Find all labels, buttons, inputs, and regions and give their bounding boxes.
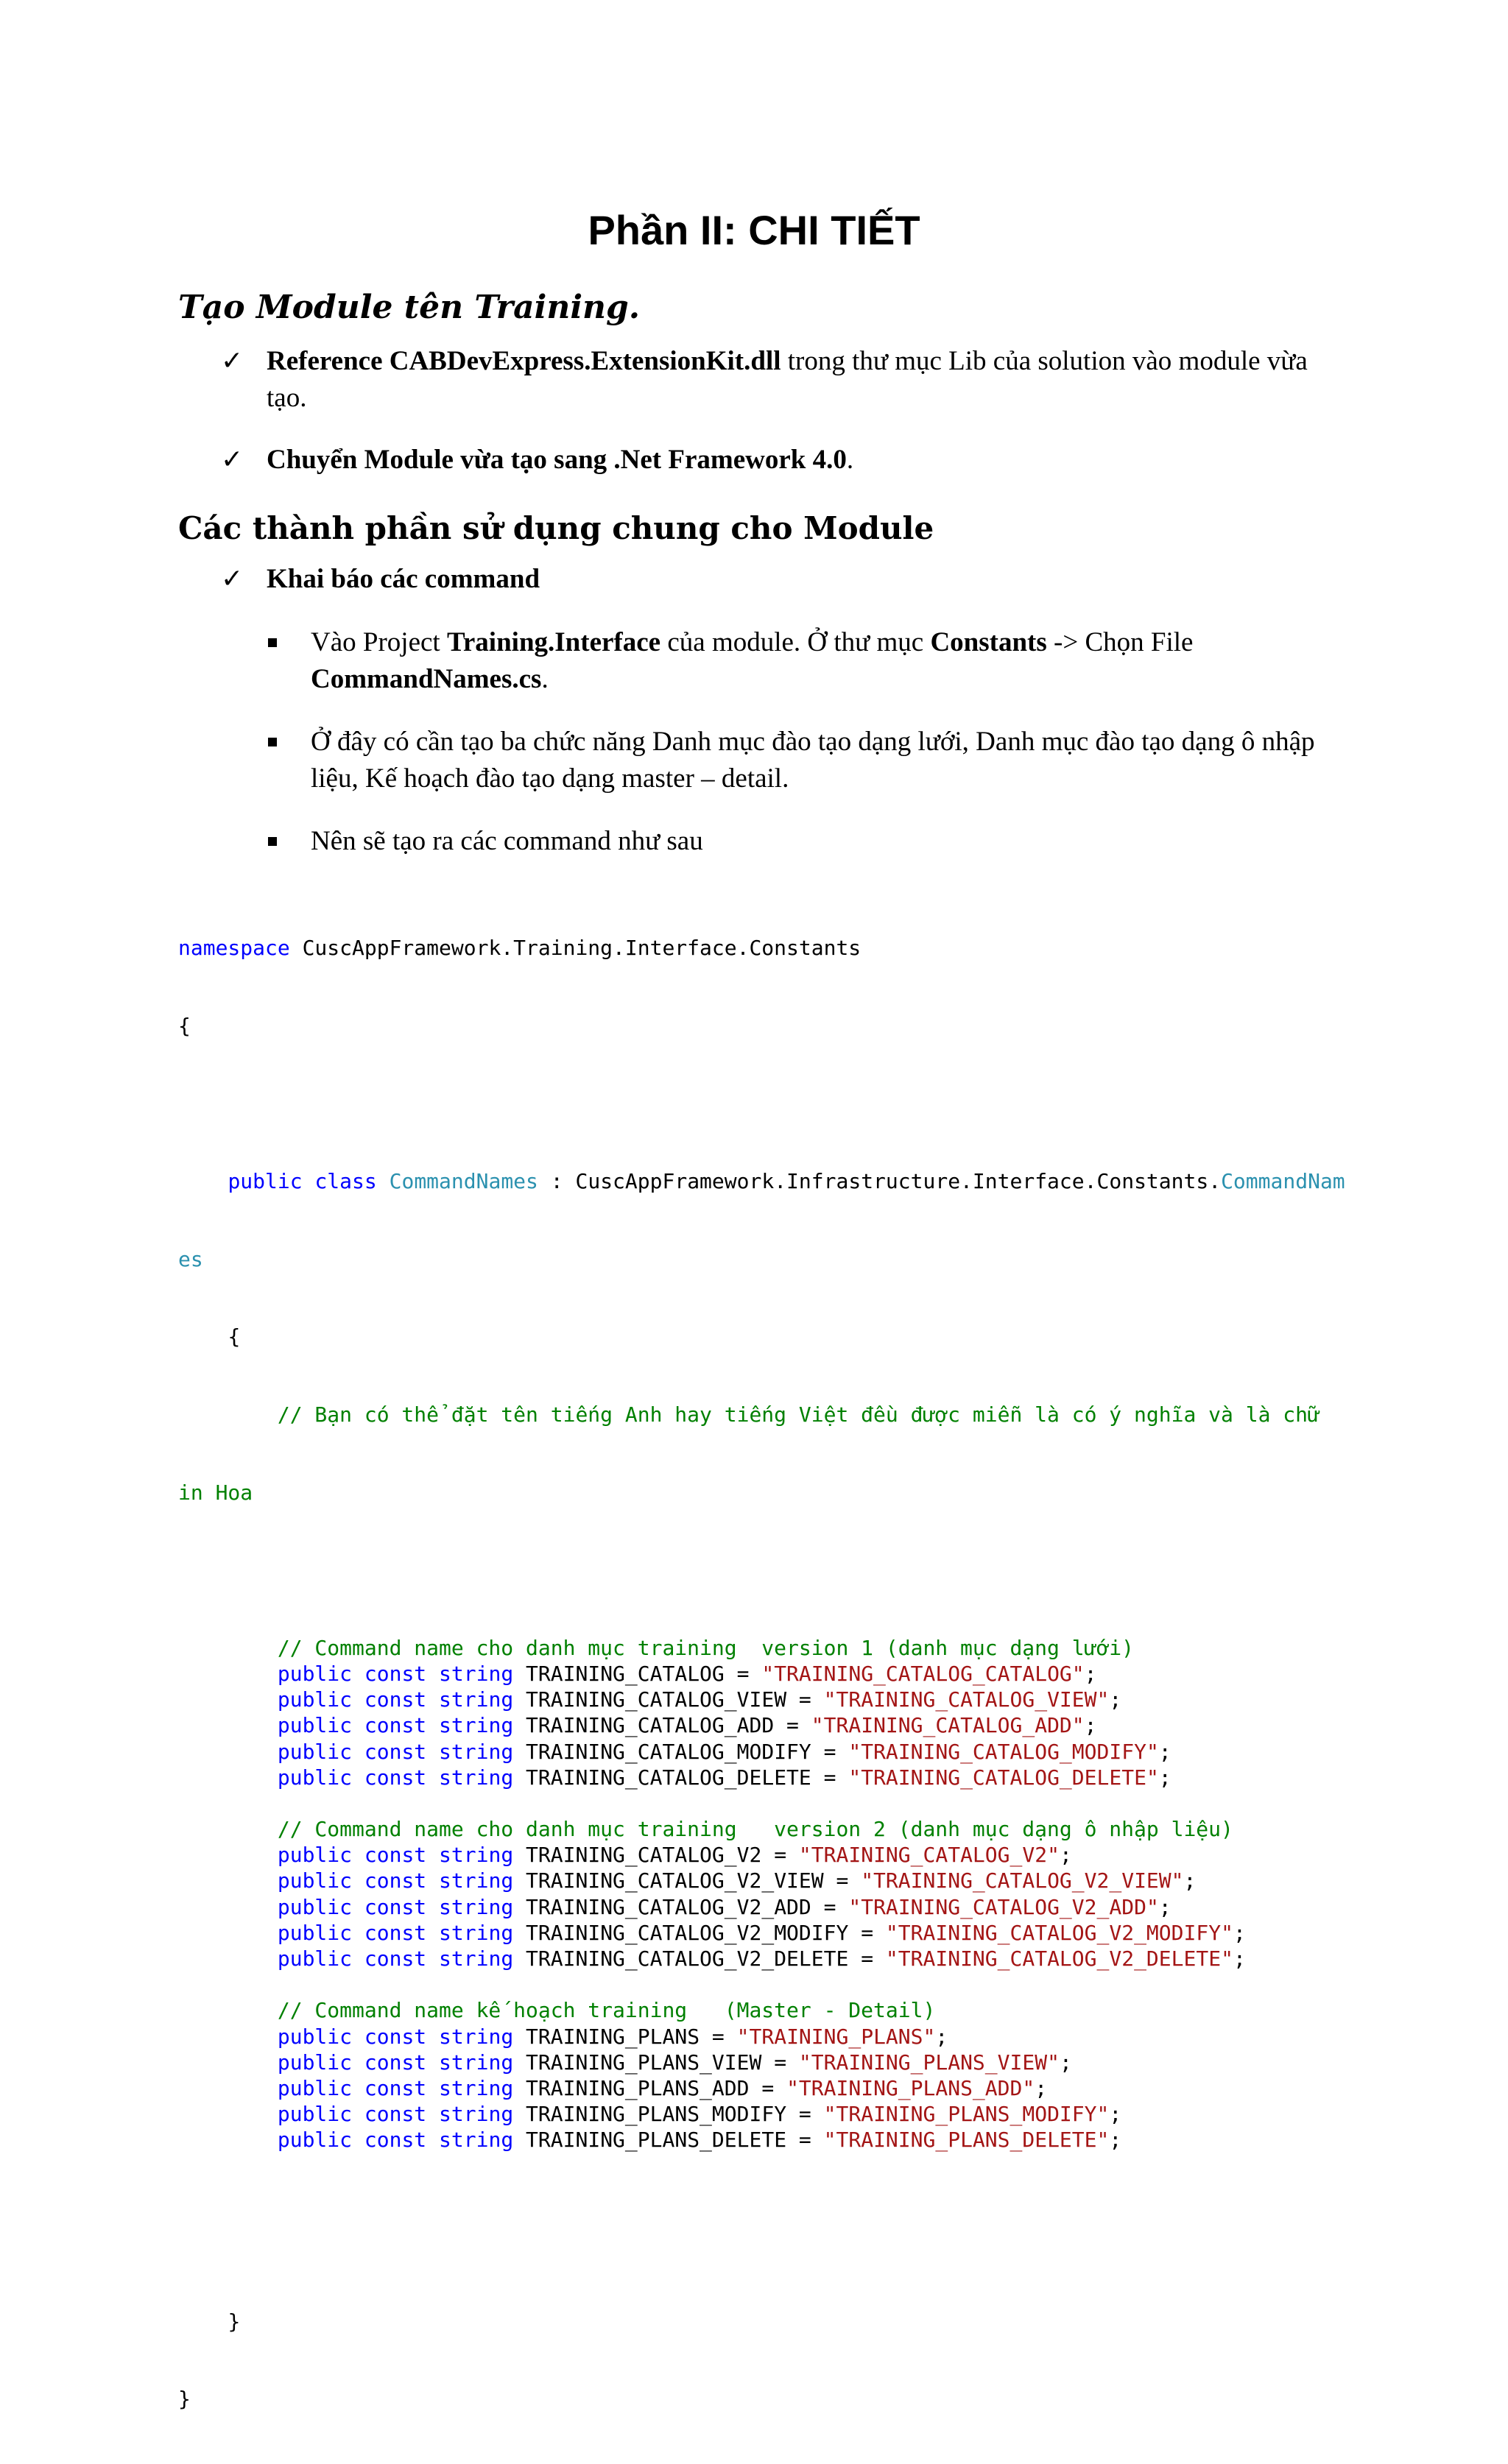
code-string-literal: "TRAINING_PLANS" bbox=[736, 2024, 936, 2049]
code-keyword: const bbox=[364, 1920, 427, 1945]
code-line-inner-open bbox=[178, 1324, 1327, 1349]
code-keyword: const bbox=[364, 2102, 427, 2127]
checkmark-icon: ✓ bbox=[221, 445, 244, 475]
code-keyword: public bbox=[277, 1739, 353, 1764]
code-line-namespace bbox=[178, 935, 1327, 961]
item-bold-text: Chuyển Module vừa tạo sang .Net Framework 4.0 bbox=[267, 445, 847, 475]
code-const-name: TRAINING_CATALOG_ADD bbox=[526, 1713, 775, 1738]
code-keyword: string bbox=[439, 1946, 514, 1971]
code-line-blank bbox=[178, 1971, 1327, 1997]
code-keyword: namespace bbox=[178, 936, 290, 961]
code-keyword: public bbox=[277, 2024, 353, 2049]
sub-item-text: -> Chọn File bbox=[1046, 627, 1194, 657]
code-string-literal: "TRAINING_CATALOG_V2" bbox=[798, 1843, 1060, 1868]
code-keyword: public bbox=[277, 1687, 353, 1712]
code-keyword: string bbox=[439, 2128, 514, 2153]
code-keyword: const bbox=[364, 2075, 427, 2100]
code-line-const: public const string TRAINING_CATALOG_DELETE = "TRAINING_CATALOG_DELETE"; bbox=[277, 1765, 1171, 1790]
code-keyword: string bbox=[439, 1765, 514, 1790]
code-keyword: string bbox=[439, 1920, 514, 1945]
code-const-name: TRAINING_CATALOG_V2 bbox=[526, 1843, 762, 1868]
code-line-const: public const string TRAINING_PLANS_ADD = "TRAINING_PLANS_ADD"; bbox=[277, 2075, 1048, 2100]
code-keyword: string bbox=[439, 2050, 514, 2075]
code-line-blank bbox=[178, 1557, 1327, 1583]
section-heading-create-module: Tạo Module tên Training. bbox=[178, 289, 641, 326]
code-line-class-wrap bbox=[178, 1246, 1327, 1272]
list-item-reference bbox=[267, 343, 1371, 380]
code-keyword: string bbox=[439, 1843, 514, 1868]
code-const-name: TRAINING_CATALOG_V2_MODIFY bbox=[526, 1920, 849, 1945]
code-keyword: public bbox=[277, 1920, 353, 1945]
code-string-literal: "TRAINING_CATALOG_V2_MODIFY" bbox=[885, 1920, 1233, 1945]
item-bold-text: Reference CABDevExpress.ExtensionKit.dll bbox=[267, 346, 781, 376]
code-comment: // Command name kế hoạch training (Master - Detail) bbox=[277, 1998, 936, 2023]
code-keyword: string bbox=[439, 1868, 514, 1893]
code-base-prefix: : CuscAppFramework.Infrastructure.Interface.Constants. bbox=[538, 1169, 1222, 1194]
code-keyword: public bbox=[277, 2128, 353, 2153]
code-keyword: const bbox=[364, 2024, 427, 2049]
code-keyword: public bbox=[277, 1868, 353, 1893]
code-const-name: TRAINING_PLANS_ADD bbox=[526, 2075, 750, 2100]
code-line-open-brace bbox=[178, 1013, 1327, 1039]
code-line-const: public const string TRAINING_PLANS_DELETE = "TRAINING_PLANS_DELETE"; bbox=[277, 2128, 1122, 2153]
code-string-literal: "TRAINING_CATALOG_V2_ADD" bbox=[848, 1894, 1159, 1919]
code-line-const: public const string TRAINING_CATALOG_V2_ADD = "TRAINING_CATALOG_V2_ADD"; bbox=[277, 1894, 1171, 1919]
code-string-literal: "TRAINING_PLANS_MODIFY" bbox=[823, 2102, 1110, 2127]
code-line-const: public const string TRAINING_CATALOG = "TRAINING_CATALOG_CATALOG"; bbox=[277, 1661, 1097, 1686]
section-heading-common-components: Các thành phần sử dụng chung cho Module bbox=[178, 510, 934, 546]
code-keyword: const bbox=[364, 1843, 427, 1868]
sub-item-open-project-continued bbox=[311, 661, 549, 698]
code-line-const: public const string TRAINING_CATALOG_MODIFY = "TRAINING_CATALOG_MODIFY"; bbox=[277, 1739, 1171, 1764]
code-keyword: const bbox=[364, 1868, 427, 1893]
code-keyword: const bbox=[364, 1894, 427, 1919]
code-line-comment-wrap bbox=[178, 1480, 1327, 1505]
code-string-literal: "TRAINING_PLANS_ADD" bbox=[786, 2075, 1035, 2100]
code-keyword: string bbox=[439, 2075, 514, 2100]
code-keyword: public bbox=[277, 2050, 353, 2075]
code-string-literal: "TRAINING_CATALOG_DELETE" bbox=[848, 1765, 1159, 1790]
code-line-blank bbox=[178, 2153, 1327, 2179]
page-title: Phần II: CHI TIẾT bbox=[588, 207, 920, 253]
code-const-name: TRAINING_CATALOG bbox=[526, 1661, 725, 1686]
code-string-literal: "TRAINING_CATALOG_VIEW" bbox=[823, 1687, 1110, 1712]
code-keyword: const bbox=[364, 1765, 427, 1790]
code-comment: in Hoa bbox=[178, 1480, 253, 1505]
code-line-blank bbox=[178, 1091, 1327, 1117]
code-const-name: TRAINING_CATALOG_VIEW bbox=[526, 1687, 787, 1712]
list-item-declare-commands bbox=[267, 561, 540, 598]
code-keyword: public bbox=[277, 1713, 353, 1738]
code-const-name: TRAINING_CATALOG_V2_DELETE bbox=[526, 1946, 849, 1971]
code-type-name: CommandNames bbox=[389, 1169, 538, 1194]
code-keyword: const bbox=[364, 2050, 427, 2075]
code-const-name: TRAINING_PLANS_DELETE bbox=[526, 2128, 787, 2153]
code-keyword: public bbox=[228, 1169, 303, 1194]
code-const-name: TRAINING_CATALOG_DELETE bbox=[526, 1765, 811, 1790]
square-bullet-icon bbox=[268, 638, 277, 647]
code-keyword: string bbox=[439, 2102, 514, 2127]
code-comment: // Bạn có thể đặt tên tiếng Anh hay tiếng Việt đều được miễn là có ý nghĩa và là chữ bbox=[277, 1402, 1320, 1427]
code-line-group-comment bbox=[178, 1635, 1327, 1661]
code-line-const: public const string TRAINING_PLANS_MODIFY = "TRAINING_PLANS_MODIFY"; bbox=[277, 2102, 1122, 2127]
checkmark-icon: ✓ bbox=[221, 346, 244, 376]
code-brace: { bbox=[228, 1324, 241, 1349]
code-keyword: string bbox=[439, 2024, 514, 2049]
code-string-literal: "TRAINING_PLANS_VIEW" bbox=[798, 2050, 1060, 2075]
code-keyword: const bbox=[364, 2128, 427, 2153]
code-keyword: string bbox=[439, 1687, 514, 1712]
code-line-close-brace bbox=[178, 2386, 1327, 2412]
sub-item-text: Vào Project bbox=[311, 627, 447, 657]
code-keyword: const bbox=[364, 1661, 427, 1686]
code-const-name: TRAINING_CATALOG_V2_VIEW bbox=[526, 1868, 824, 1893]
code-block bbox=[178, 883, 1345, 2464]
code-brace: { bbox=[178, 1014, 191, 1038]
item-bold-text: Khai báo các command bbox=[267, 564, 540, 594]
sub-item-text: của module. Ở thư mục bbox=[660, 627, 931, 657]
code-keyword: const bbox=[364, 1946, 427, 1971]
code-const-name: TRAINING_CATALOG_V2_ADD bbox=[526, 1894, 811, 1919]
code-const-name: TRAINING_PLANS bbox=[526, 2024, 700, 2049]
code-type-name: es bbox=[178, 1246, 203, 1271]
code-brace: } bbox=[178, 2387, 191, 2412]
code-const-name: TRAINING_CATALOG_MODIFY bbox=[526, 1739, 811, 1764]
code-line-const: public const string TRAINING_PLANS_VIEW = "TRAINING_PLANS_VIEW"; bbox=[277, 2050, 1072, 2075]
checkmark-icon: ✓ bbox=[221, 564, 244, 594]
code-line-group-comment bbox=[178, 1816, 1327, 1842]
sub-item-bold-project: Training.Interface bbox=[446, 627, 661, 657]
code-string-literal: "TRAINING_CATALOG_CATALOG" bbox=[761, 1661, 1085, 1686]
code-keyword: public bbox=[277, 1894, 353, 1919]
sub-item-functions: Ở đây có cần tạo ba chức năng Danh mục đào tạo dạng lưới, Danh mục đào tạo dạng ô nhập bbox=[311, 727, 1315, 757]
list-item-framework bbox=[267, 442, 853, 479]
list-item-reference-continued: tạo. bbox=[267, 383, 307, 413]
code-keyword: public bbox=[277, 1946, 353, 1971]
code-string-literal: "TRAINING_CATALOG_ADD" bbox=[811, 1713, 1085, 1738]
code-keyword: public bbox=[277, 1843, 353, 1868]
code-keyword: class bbox=[314, 1169, 377, 1194]
code-line-blank bbox=[178, 1790, 1327, 1816]
code-comment: // Command name cho danh mục training version 1 (danh mục dạng lưới) bbox=[277, 1635, 1135, 1660]
code-string-literal: "TRAINING_CATALOG_V2_VIEW" bbox=[861, 1868, 1184, 1893]
code-keyword: string bbox=[439, 1713, 514, 1738]
code-line-blank bbox=[178, 2231, 1327, 2256]
code-keyword: string bbox=[439, 1661, 514, 1686]
code-line-const: public const string TRAINING_CATALOG_V2_DELETE = "TRAINING_CATALOG_V2_DELETE"; bbox=[277, 1946, 1246, 1971]
item-text: . bbox=[846, 445, 854, 475]
code-line-const: public const string TRAINING_PLANS = "TRAINING_PLANS"; bbox=[277, 2024, 948, 2049]
code-string-literal: "TRAINING_CATALOG_MODIFY" bbox=[848, 1739, 1159, 1764]
square-bullet-icon bbox=[268, 837, 277, 846]
code-line-const: public const string TRAINING_CATALOG_V2_MODIFY = "TRAINING_CATALOG_V2_MODIFY"; bbox=[277, 1920, 1246, 1945]
code-brace: } bbox=[228, 2309, 241, 2334]
code-keyword: public bbox=[277, 2075, 353, 2100]
code-line-inner-close bbox=[178, 2309, 1327, 2334]
code-keyword: const bbox=[364, 1687, 427, 1712]
sub-item-bold-file: CommandNames.cs bbox=[311, 664, 542, 694]
code-line-class bbox=[178, 1168, 1345, 1194]
code-type-name: CommandNam bbox=[1221, 1169, 1345, 1194]
code-const-name: TRAINING_PLANS_VIEW bbox=[526, 2050, 762, 2075]
sub-item-commands-intro: Nên sẽ tạo ra các command như sau bbox=[311, 826, 703, 856]
code-const-name: TRAINING_PLANS_MODIFY bbox=[526, 2102, 787, 2127]
code-keyword: string bbox=[439, 1894, 514, 1919]
code-line-const: public const string TRAINING_CATALOG_V2 = "TRAINING_CATALOG_V2"; bbox=[277, 1843, 1072, 1868]
code-const-groups bbox=[178, 1635, 1327, 2179]
code-keyword: public bbox=[277, 1765, 353, 1790]
sub-item-bold-folder: Constants bbox=[930, 627, 1047, 657]
square-bullet-icon bbox=[268, 738, 277, 746]
code-keyword: public bbox=[277, 2102, 353, 2127]
code-line-const: public const string TRAINING_CATALOG_ADD = "TRAINING_CATALOG_ADD"; bbox=[277, 1713, 1097, 1738]
code-keyword: string bbox=[439, 1739, 514, 1764]
code-keyword: const bbox=[364, 1713, 427, 1738]
code-keyword: public bbox=[277, 1661, 353, 1686]
code-string-literal: "TRAINING_PLANS_DELETE" bbox=[823, 2128, 1110, 2153]
code-namespace-name: CuscAppFramework.Training.Interface.Constants bbox=[289, 936, 862, 961]
code-line-const: public const string TRAINING_CATALOG_V2_VIEW = "TRAINING_CATALOG_V2_VIEW"; bbox=[277, 1868, 1197, 1893]
code-line-const: public const string TRAINING_CATALOG_VIEW = "TRAINING_CATALOG_VIEW"; bbox=[277, 1687, 1122, 1712]
code-string-literal: "TRAINING_CATALOG_V2_DELETE" bbox=[885, 1946, 1233, 1971]
code-line-comment bbox=[178, 1402, 1327, 1427]
code-comment: // Command name cho danh mục training version 2 (danh mục dạng ô nhập liệu) bbox=[277, 1817, 1233, 1842]
sub-item-text: . bbox=[541, 664, 549, 694]
sub-item-functions-continued: liệu, Kế hoạch đào tạo dạng master – detail. bbox=[311, 763, 789, 794]
code-keyword: const bbox=[364, 1739, 427, 1764]
item-text: trong thư mục Lib của solution vào module vừa bbox=[781, 346, 1308, 376]
code-line-group-comment bbox=[178, 1997, 1327, 2023]
sub-item-open-project bbox=[311, 624, 1356, 661]
